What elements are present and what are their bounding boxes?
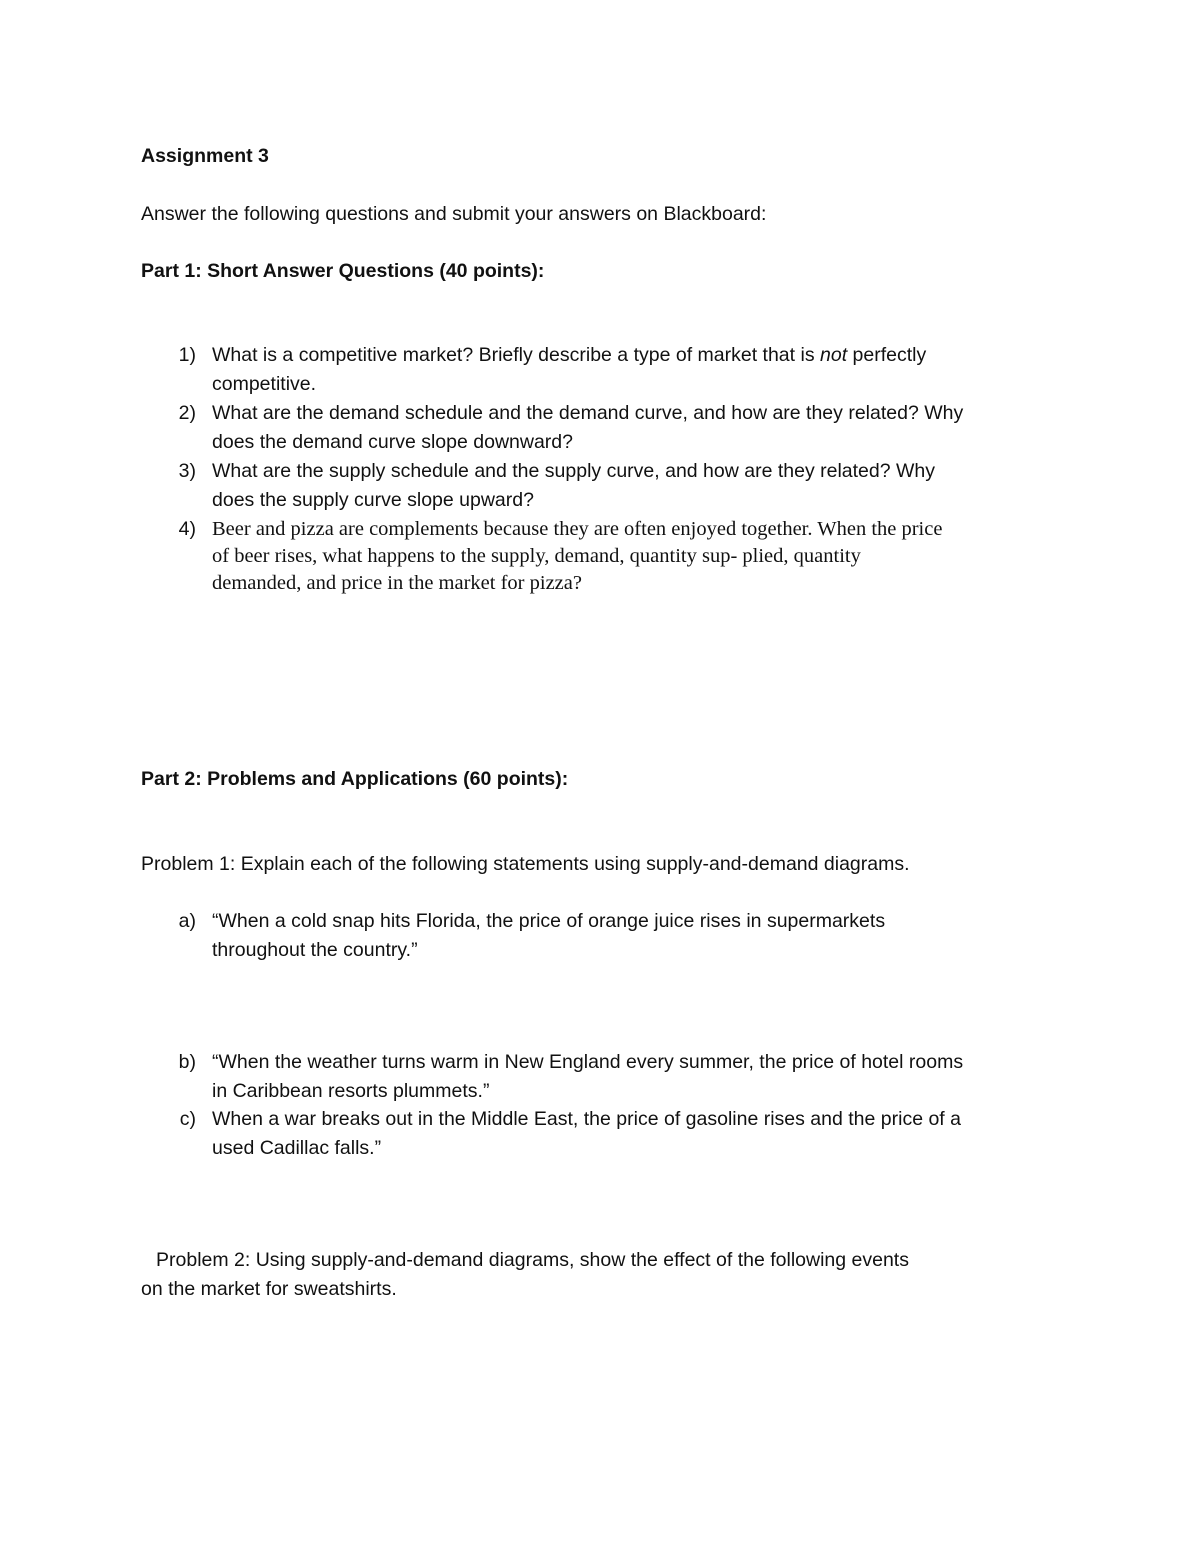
question-4-number: 4): [178, 518, 196, 540]
instructions-text: Answer the following questions and submit your answers on Blackboard:: [141, 203, 767, 225]
problem-1-item-a-label: a): [178, 910, 196, 932]
question-3-number: 3): [178, 460, 196, 482]
problem-2-line1: Problem 2: Using supply-and-demand diagrams, show the effect of the following events: [156, 1249, 909, 1271]
question-4-line1: Beer and pizza are complements because they are often enjoyed together. When the price: [212, 518, 943, 540]
problem-1-item-c-line2: used Cadillac falls.”: [212, 1137, 382, 1159]
question-2-line1: What are the demand schedule and the demand curve, and how are they related? Why: [212, 402, 964, 424]
question-3-line1: What are the supply schedule and the supply curve, and how are they related? Why: [212, 460, 936, 482]
question-1-line2: competitive.: [212, 373, 317, 395]
part1-heading: Part 1: Short Answer Questions (40 points):: [141, 260, 545, 282]
question-3-line2: does the supply curve slope upward?: [212, 489, 534, 511]
problem-1-item-b-line1: “When the weather turns warm in New England every summer, the price of hotel rooms: [212, 1051, 964, 1073]
question-4-line2: of beer rises, what happens to the supply, demand, quantity sup- plied, quantity: [212, 545, 861, 567]
question-1-number: 1): [178, 344, 196, 366]
problem-1-item-b-line2: in Caribbean resorts plummets.”: [212, 1080, 490, 1102]
question-2-line2: does the demand curve slope downward?: [212, 431, 573, 453]
problem-1-item-c-line1: When a war breaks out in the Middle East, the price of gasoline rises and the price of a: [212, 1108, 961, 1130]
part2-heading: Part 2: Problems and Applications (60 points):: [141, 768, 569, 790]
problem-1-text: Problem 1: Explain each of the following statements using supply-and-demand diagrams.: [141, 853, 910, 875]
question-4-line3: demanded, and price in the market for pizza?: [212, 572, 582, 594]
problem-1-item-a-line1: “When a cold snap hits Florida, the price of orange juice rises in supermarkets: [212, 910, 886, 932]
question-2-number: 2): [178, 402, 196, 424]
emphasis-not: not: [820, 344, 848, 366]
problem-2-line2: on the market for sweatshirts.: [141, 1278, 397, 1300]
assignment-title: Assignment 3: [141, 145, 269, 167]
question-1-line1: What is a competitive market? Briefly describe a type of market that is not perfectly: [212, 344, 927, 366]
problem-1-item-c-label: c): [179, 1108, 196, 1130]
problem-1-item-b-label: b): [178, 1051, 196, 1073]
problem-1-item-a-line2: throughout the country.”: [212, 939, 418, 961]
